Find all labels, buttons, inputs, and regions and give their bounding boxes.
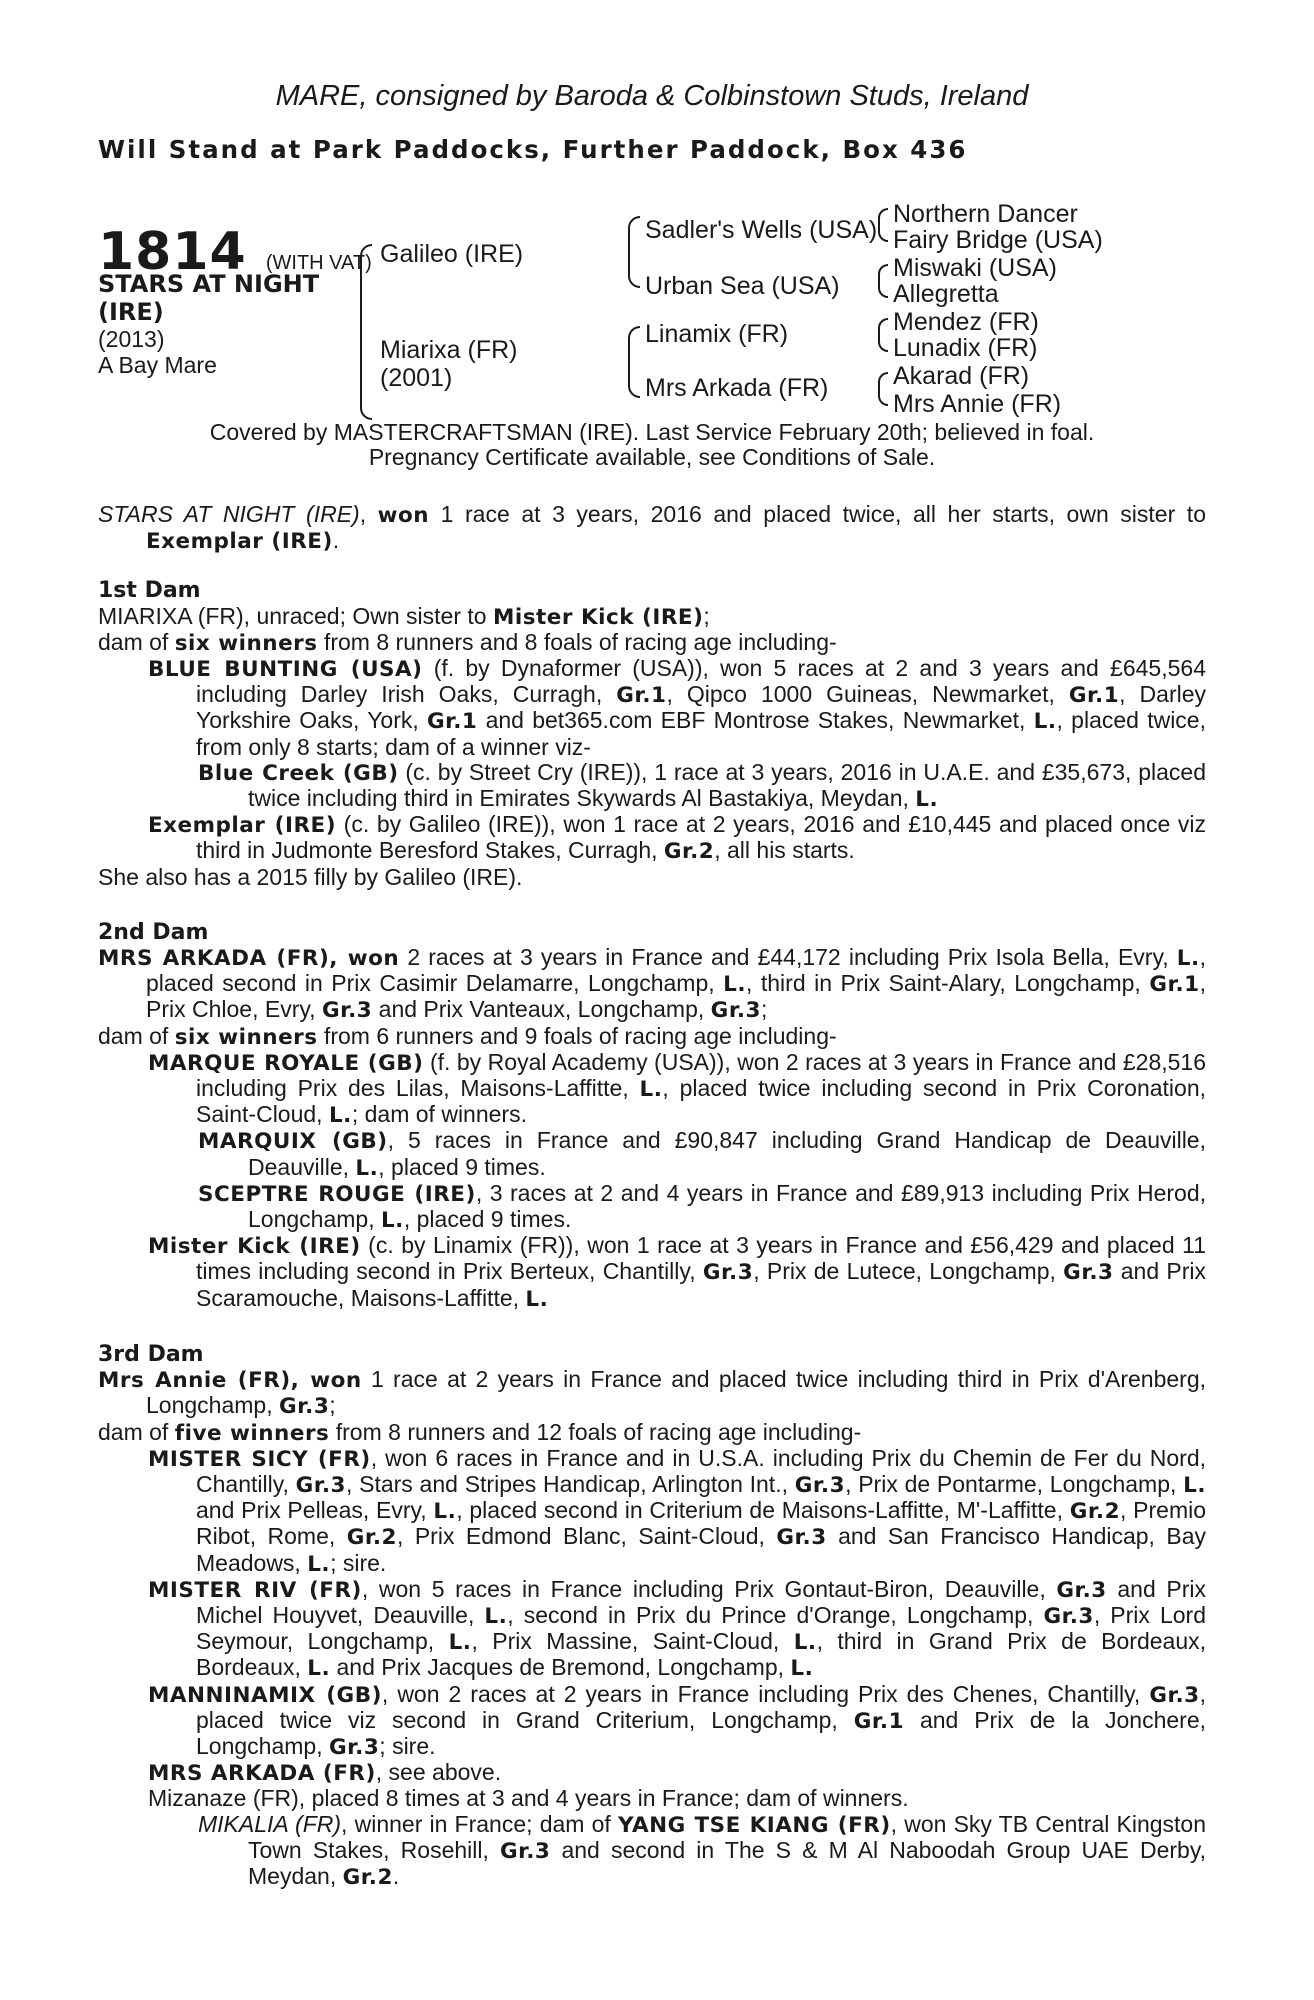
horse-year: (2013) — [98, 326, 165, 352]
intro-paragraph: STARS AT NIGHT (IRE), won 1 race at 3 years, 2016 and placed twice, all her starts, own sister to Exemplar (IRE). — [98, 501, 1206, 555]
mrs-annie: Mrs Annie (FR), won 1 race at 2 years in France and placed twice including third in Prix d'Arenberg, Longchamp, Gr.3; — [98, 1366, 1207, 1420]
stand-location: Will Stand at Park Paddocks, Further Paddock, Box 436 — [98, 135, 968, 164]
dam-brace — [360, 328, 372, 420]
blue-creek: Blue Creek (GB) (c. by Street Cry (IRE)), 1 race at 3 years, 2016 in U.A.E. and £35,673, placed twice including third in Emirates Skywards Al Bastakiya, Meydan, L. — [198, 758, 1206, 813]
dam-sire: Linamix (FR) — [645, 320, 789, 348]
dam1-also: She also has a 2015 filly by Galileo (IRE). — [98, 863, 523, 890]
horse-description: A Bay Mare — [98, 352, 217, 378]
ds-brace — [628, 326, 640, 363]
sire-sire: Sadler's Wells (USA) — [645, 216, 878, 244]
vat-note: (WITH VAT) — [265, 252, 372, 274]
ssd: Fairy Bridge (USA) — [893, 226, 1103, 254]
manninamix: MANNINAMIX (GB), won 2 races at 2 years in France including Prix des Chenes, Chantilly, Gr.3, placed twice viz second in Grand Criterium, Longchamp, Gr.1 and Prix de la Jonchere, Longchamp, Gr.3; sire. — [148, 1680, 1207, 1760]
ss-brace — [628, 216, 640, 253]
horse-suffix: (IRE) — [98, 298, 164, 326]
dam3-heading: 3rd Dam — [98, 1341, 204, 1367]
blue-bunting: BLUE BUNTING (USA) (f. by Dynaformer (USA)), won 5 races at 2 and 3 years and £645,564 including Darley Irish Oaks, Curragh, Gr.1, Qipco 1000 Guineas, Newmarket, Gr.1, Darley Yorkshire Oaks, York, Gr.1 and bet365.com EBF Montrose Stakes, Newmarket, L., placed twice, from only 8 starts; dam of a winner viz- — [148, 655, 1207, 760]
ddd: Mrs Annie (FR) — [893, 390, 1062, 418]
dam: Miarixa (FR) — [380, 336, 518, 364]
sire-dam: Urban Sea (USA) — [645, 272, 840, 300]
race-record — [98, 502, 1206, 1890]
dd-brace — [628, 361, 640, 398]
sd-brace — [628, 251, 640, 288]
dam1-produce: dam of six winners from 8 runners and 8 foals of racing age including- — [98, 628, 837, 656]
consignor-title: MARE, consigned by Baroda & Colbinstown Studs, Ireland — [275, 80, 1029, 112]
g3-brace-2 — [878, 224, 888, 242]
dss: Mendez (FR) — [893, 308, 1039, 336]
mister-kick: Mister Kick (IRE) (c. by Linamix (FR)), won 1 race at 3 years in France and £56,429 and placed 11 times including second in Prix Berteux, Chantilly, Gr.3, Prix de Lutece, Longchamp, Gr.3 and Prix Scaramouche, Maisons-Laffitte, L. — [148, 1232, 1207, 1312]
lot-number: 1814 (WITH VAT) — [98, 222, 372, 282]
sire-brace — [360, 244, 372, 330]
g3-brace-4 — [878, 280, 888, 298]
horse-name: STARS AT NIGHT — [98, 270, 320, 298]
catalogue-page — [98, 80, 1207, 1890]
g3-brace-8 — [878, 388, 888, 406]
dsd: Lunadix (FR) — [893, 334, 1038, 362]
sire: Galileo (IRE) — [380, 240, 524, 268]
mizanaze: Mizanaze (FR), placed 8 times at 3 and 4 years in France; dam of winners. — [148, 1785, 909, 1812]
dam3-produce: dam of five winners from 8 runners and 12 foals of racing age including- — [98, 1418, 862, 1446]
dam-dam: Mrs Arkada (FR) — [645, 374, 829, 402]
dam-year: (2001) — [380, 364, 453, 392]
dds: Akarad (FR) — [893, 362, 1030, 390]
dam2-produce: dam of six winners from 6 runners and 9 foals of racing age including- — [98, 1022, 837, 1050]
g3-brace-6 — [878, 334, 888, 352]
covered-note: Covered by MASTERCRAFTSMAN (IRE). Last Service February 20th; believed in foal. Pregnancy Certificate available, see Conditions of Sale. — [209, 419, 1095, 470]
marquix: MARQUIX (GB), 5 races in France and £90,847 including Grand Handicap de Deauville, Deauville, L., placed 9 times. — [198, 1127, 1206, 1181]
sds: Miswaki (USA) — [893, 254, 1057, 282]
mister-riv: MISTER RIV (FR), won 5 races in France including Prix Gontaut-Biron, Deauville, Gr.3 and Prix Michel Houyvet, Deauville, L., second in Prix du Prince d'Orange, Longchamp, Gr.3, Prix Lord Seymour, Longchamp, L., Prix Massine, Saint-Cloud, L., third in Grand Prix de Bordeaux, Bordeaux, L. and Prix Jacques de Bremond, Longchamp, L. — [148, 1575, 1207, 1682]
sceptre-rouge: SCEPTRE ROUGE (IRE), 3 races at 2 and 4 years in France and £89,913 including Prix Herod, Longchamp, L., placed 9 times. — [198, 1179, 1207, 1234]
mrs-arkada: MRS ARKADA (FR), won 2 races at 3 years in France and £44,172 including Prix Isola Bella, Evry, L., placed second in Prix Casimir Delamarre, Longchamp, L., third in Prix Saint-Alary, Longchamp, Gr.1, Prix Chloe, Evry, Gr.3 and Prix Vanteaux, Longchamp, Gr.3; — [98, 944, 1207, 1024]
mikalia: MIKALIA (FR), winner in France; dam of YANG TSE KIANG (FR), won Sky TB Central Kingston Town Stakes, Rosehill, Gr.3 and second in The S & M Al Naboodah Group UAE Derby, Meydan, Gr.2. — [198, 1810, 1207, 1890]
dam1-intro: MIARIXA (FR), unraced; Own sister to Mister Kick (IRE); — [98, 602, 710, 630]
mister-sicy: MISTER SICY (FR), won 6 races in France and in U.S.A. including Prix du Chemin de Fer du Nord, Chantilly, Gr.3, Stars and Stripes Handicap, Arlington Int., Gr.3, Prix de Pontarme, Longchamp, L. and Prix Pelleas, Evry, L., placed second in Criterium de Maisons-Laffitte, M'-Laffitte, Gr.2, Premio Ribot, Rome, Gr.2, Prix Edmond Blanc, Saint-Cloud, Gr.3 and San Francisco Handicap, Bay Meadows, L.; sire. — [148, 1444, 1207, 1577]
sdd: Allegretta — [893, 280, 999, 308]
marque-royale: MARQUE ROYALE (GB) (f. by Royal Academy (USA)), won 2 races at 3 years in France and £28,516 including Prix des Lilas, Maisons-Laffitte, L., placed twice including second in Prix Coronation, Saint-Cloud, L.; dam of winners. — [148, 1048, 1207, 1129]
pedigree-block — [98, 200, 1206, 470]
dam2-heading: 2nd Dam — [98, 919, 209, 945]
exemplar: Exemplar (IRE) (c. by Galileo (IRE)), won 1 race at 2 years, 2016 and £10,445 and placed once viz third in Judmonte Beresford Stakes, Curragh, Gr.2, all his starts. — [148, 811, 1206, 865]
dam1-heading: 1st Dam — [98, 578, 201, 604]
mrs-arkada-ref: MRS ARKADA (FR), see above. — [148, 1759, 502, 1787]
sss: Northern Dancer — [893, 200, 1078, 228]
